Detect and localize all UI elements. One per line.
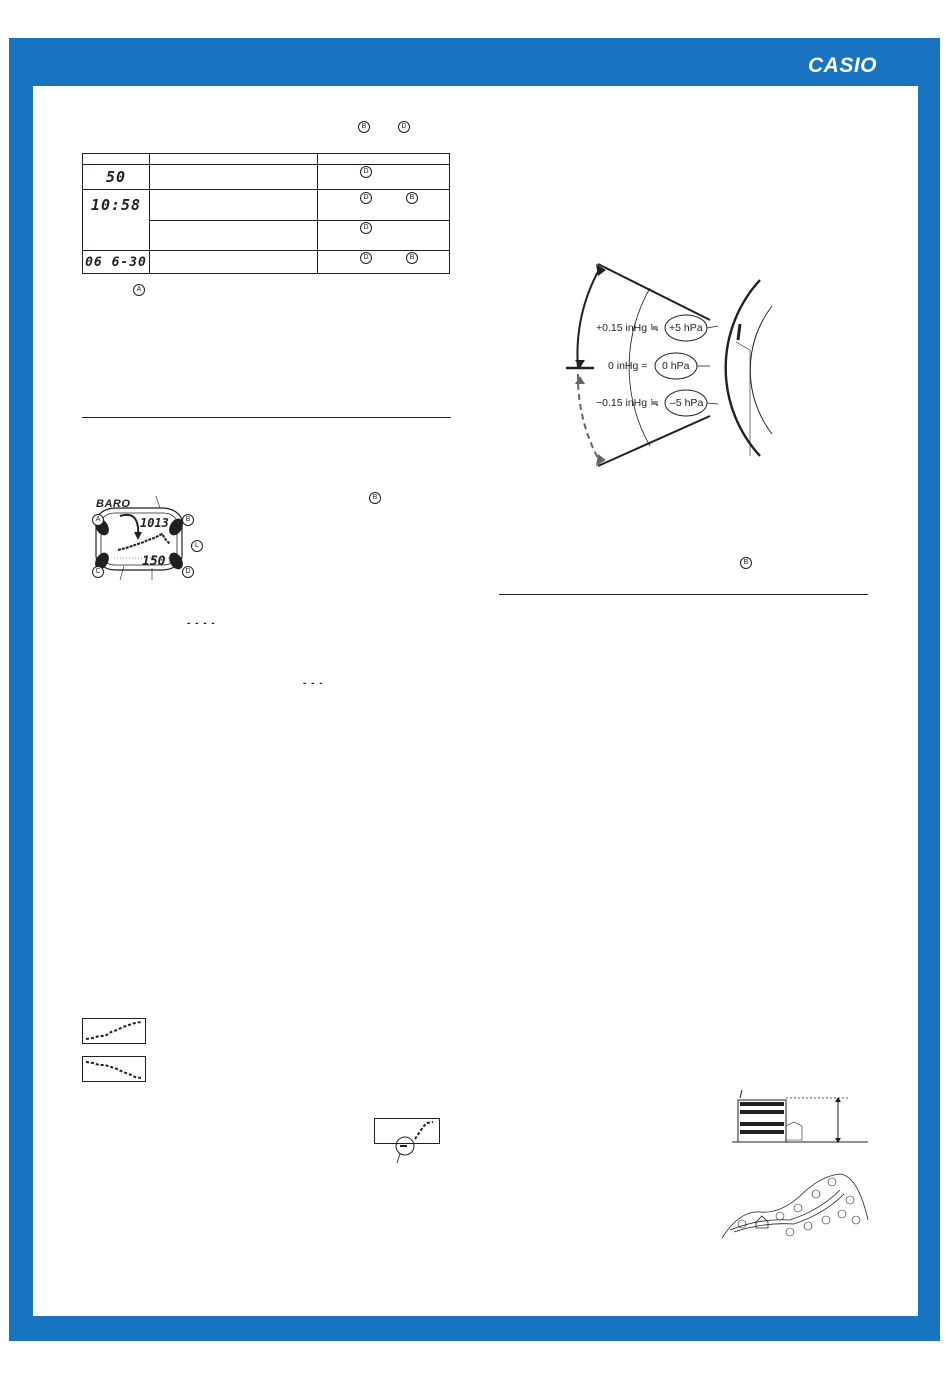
table-cell <box>150 251 318 274</box>
button-b-icon: B <box>369 492 381 504</box>
lcd-display: 10:58 <box>83 190 150 251</box>
table-header-cell <box>150 154 318 165</box>
mode-label: BARO <box>96 498 131 510</box>
falling-graph-drawing <box>83 1057 145 1081</box>
button-d-icon: D <box>398 121 410 133</box>
button-b-icon: B <box>406 252 418 264</box>
inhg-label-plus: +0.15 inHg ≒ <box>596 322 659 334</box>
table-cell <box>318 251 450 274</box>
hpa-label-zero: 0 hPa <box>662 360 690 372</box>
button-d-icon: D <box>360 252 372 264</box>
inhg-label-zero: 0 inHg = <box>608 360 648 372</box>
button-d-icon: D <box>360 222 372 234</box>
table-row <box>83 251 450 274</box>
mode-table <box>82 153 450 274</box>
lcd-display: 50 <box>83 165 150 190</box>
button-c-icon: C <box>92 566 104 578</box>
secondary-value: 150 <box>142 554 166 569</box>
table-header-row <box>83 154 450 165</box>
pressure-differential-diagram <box>560 250 775 480</box>
button-b-icon: B <box>740 557 752 569</box>
no-data-dashes: - - - <box>303 678 324 689</box>
button-d-icon: D <box>182 566 194 578</box>
button-b-icon: B <box>182 514 194 526</box>
table-cell <box>318 221 450 251</box>
pressure-value: 1013 <box>140 516 169 530</box>
graph-callout-circle <box>393 1134 417 1164</box>
mountain-drawing <box>720 1170 870 1240</box>
watch-illustration <box>82 488 212 580</box>
table-cell <box>150 165 318 190</box>
table-row <box>83 165 450 190</box>
table-header-cell <box>83 154 150 165</box>
hpa-label-minus: –5 hPa <box>670 397 704 409</box>
hpa-label-plus: +5 hPa <box>669 322 703 334</box>
table-row <box>83 190 450 221</box>
button-d-icon: D <box>360 166 372 178</box>
section-divider <box>82 417 451 418</box>
table-cell <box>318 165 450 190</box>
button-b-icon: B <box>358 121 370 133</box>
falling-pressure-graph <box>82 1056 146 1082</box>
building-illustration <box>732 1090 868 1146</box>
lcd-display: 06 6-30 <box>83 251 150 274</box>
casio-logo: CASIO <box>808 54 878 77</box>
mountain-illustration <box>720 1170 870 1240</box>
rising-pressure-graph <box>82 1018 146 1044</box>
rising-graph-drawing <box>83 1019 145 1043</box>
section-divider <box>499 594 868 595</box>
button-l-icon: L <box>191 540 203 552</box>
no-data-dashes: - - - - <box>187 618 216 629</box>
table-header-cell <box>318 154 450 165</box>
button-a-icon: A <box>92 514 104 526</box>
table-cell <box>318 190 450 221</box>
inhg-label-minus: −0.15 inHg ≒ <box>596 397 659 409</box>
button-b-icon: B <box>406 192 418 204</box>
button-a-icon: A <box>133 284 145 296</box>
building-drawing <box>732 1090 868 1146</box>
table-cell <box>150 221 318 251</box>
button-d-icon: D <box>360 192 372 204</box>
table-cell <box>150 190 318 221</box>
